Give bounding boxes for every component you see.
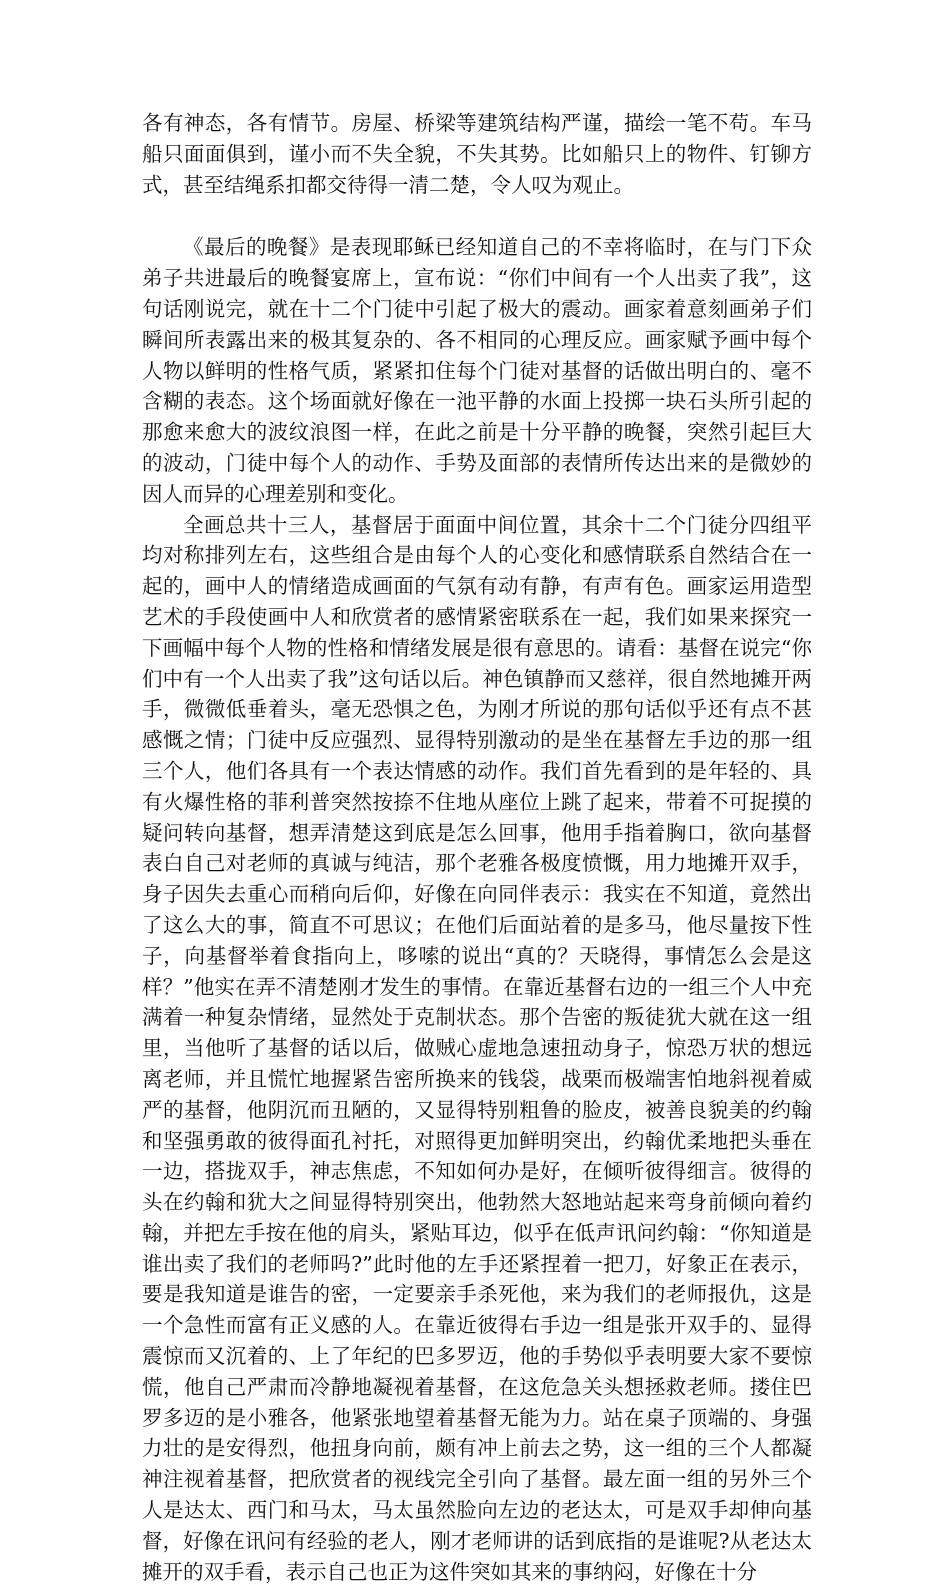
paragraph-spacer <box>142 200 812 232</box>
document-page <box>142 108 812 1587</box>
paragraph-continuation: 各有神态，各有情节。房屋、桥梁等建筑结构严谨，描绘一笔不苟。车马船只面面俱到，谨小而不失全貌，不失其势。比如船只上的物件、钉铆方式，甚至结绳系扣都交待得一清二楚，令人叹为观止。 <box>142 111 812 197</box>
paragraph-last-supper-intro: 《最后的晚餐》是表现耶稣已经知道自己的不幸将临时，在与门下众弟子共进最后的晚餐宴席上，宣布说：“你们中间有一个人出卖了我”，这句话刚说完，就在十二个门徒中引起了极大的震动。画家着意刻画弟子们瞬间所表露出来的极其复杂的、各不相同的心理反应。画家赋予画中每个人物以鲜明的性格气质，紧紧扣住每个门徒对基督的话做出明白的、毫不含糊的表态。这个场面就好像在一池平静的水面上投掷一块石头所引起的那愈来愈大的波纹浪图一样，在此之前是十分平静的晚餐，突然引起巨大的波动，门徒中每个人的动作、手势及面部的表情所传达出来的是微妙的因人而异的心理差别和变化。 <box>142 235 812 506</box>
paragraph-thirteen-figures: 全画总共十三人，基督居于面面中间位置，其余十二个门徒分四组平均对称排列左右，这些组合是由每个人的心变化和感情联系自然结合在一起的，画中人的情绪造成画面的气氛有动有静，有声有色。画家运用造型艺术的手段使画中人和欣赏者的感情紧密联系在一起，我们如果来探究一下画幅中每个人物的性格和情绪发展是很有意思的。请看：基督在说完“你们中有一个人出卖了我”这句话以后。神色镇静而又慈祥，很自然地摊开两手，微微低垂着头，毫无恐惧之色，为刚才所说的那句话似乎还有点不甚感慨之情；门徒中反应强烈、显得特别激动的是坐在基督左手边的那一组三个人，他们各具有一个表达情感的动作。我们首先看到的是年轻的、具有火爆性格的菲利普突然按捺不住地从座位上跳了起来，带着不可捉摸的疑问转向基督，想弄清楚这到底是怎么回事，他用手指着胸口，欲向基督表白自己对老师的真诚与纯洁，那个老雅各极度愤慨，用力地摊开双手，身子因失去重心而稍向后仰，好像在向同伴表示：我实在不知道，竟然出了这么大的事，简直不可思议；在他们后面站着的是多马，他尽量按下性子，向基督举着食指向上，哆嗦的说出“真的？天晓得，事情怎么会是这样？”他实在弄不清楚刚才发生的事情。在靠近基督右边的一组三个人中充满着一种复杂情绪，显然处于克制状态。那个告密的叛徒犹大就在这一组里，当他听了基督的话以后，做贼心虚地急速扭动身子，惊恐万状的想远离老师，并且慌忙地握紧告密所换来的钱袋，战栗而极端害怕地斜视着威严的基督，他阴沉而丑陋的，又显得特别粗鲁的脸皮，被善良貌美的约翰和坚强勇敢的彼得面孔衬托，对照得更加鲜明突出，约翰优柔地把头垂在一边，搭拢双手，神志焦虑，不知如何办是好，在倾听彼得细言。彼得的头在约翰和犹大之间显得特别突出，他勃然大怒地站起来弯身前倾向着约翰，并把左手按在他的肩头，紧贴耳边，似乎在低声讯问约翰：“你知道是谁出卖了我们的老师吗?”此时他的左手还紧捏着一把刀，好象正在表示，要是我知道是谁告的密，一定要亲手杀死他，来为我们的老师报仇，这是一个急性而富有正义感的人。在靠近彼得右手边一组是张开双手的、显得震惊而又沉着的、上了年纪的巴多罗迈，他的手势似乎表明要大家不要惊慌，他自己严肃而冷静地凝视着基督，在这危急关头想拯救老师。搂住巴罗多迈的是小雅各，他紧张地望着基督无能为力。站在桌子顶端的、身强力壮的是安得烈，他扭身向前，颇有冲上前去之势，这一组的三个人都凝神注视着基督，把欣赏者的视线完全引向了基督。最左面一组的另外三个人是达太、西门和马太，马太虽然脸向左边的老达太，可是双手却伸向基督，好像在讯问有经验的老人，刚才老师讲的话到底指的是谁呢?从老达太摊开的双手看，表示自己也正为这件突如其来的事纳闷，好像在十分 <box>142 512 812 1584</box>
